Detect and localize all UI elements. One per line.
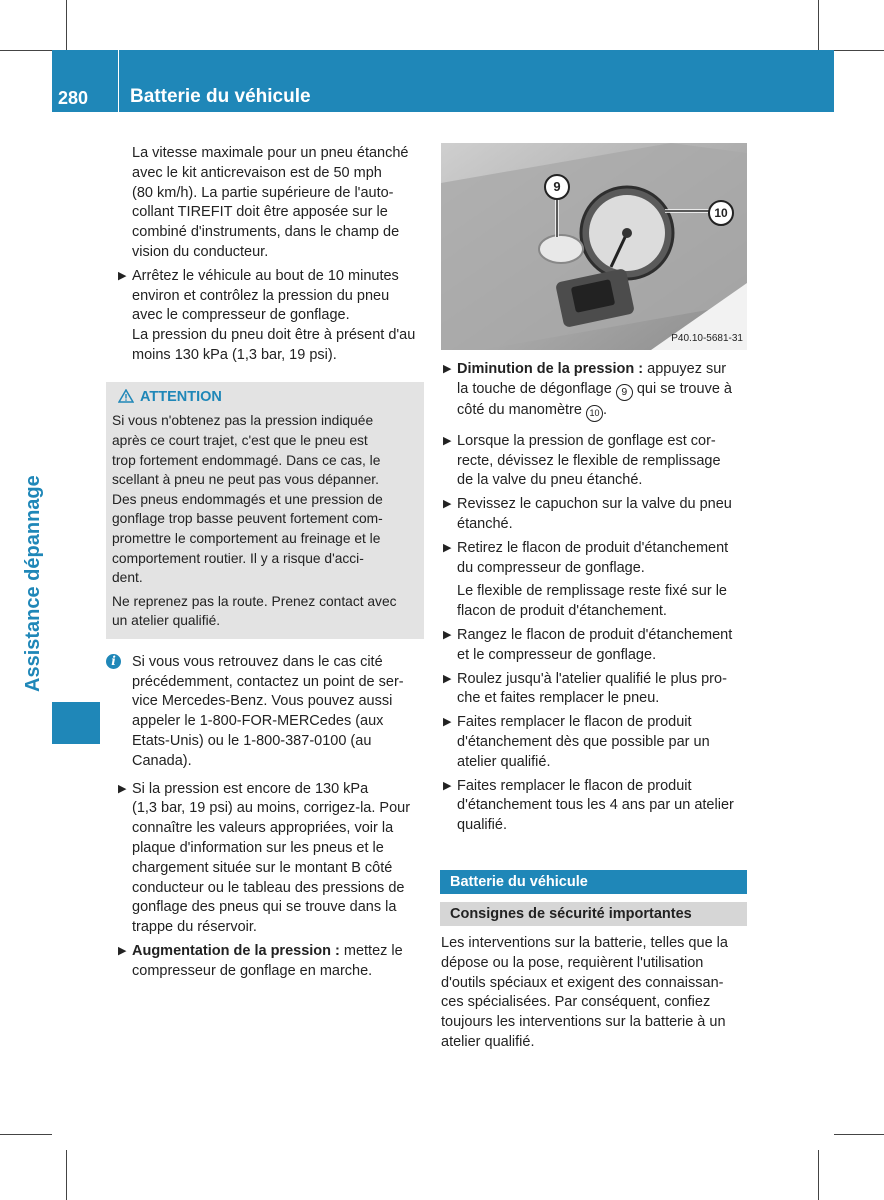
- text-line: Faites remplacer le flacon de produit: [457, 714, 692, 731]
- text-span: mettez le: [339, 943, 403, 960]
- arrow-bullet-icon: [443, 495, 451, 515]
- crop-mark: [66, 0, 67, 50]
- arrow-bullet-icon: [118, 942, 126, 962]
- text-line: connaître les valeurs appropriées, voir la: [132, 820, 394, 837]
- text-line: trop fortement endommagé. Dans ce cas, le: [112, 452, 381, 468]
- warning-heading: [112, 388, 418, 408]
- callout-ref-9: 9: [616, 384, 633, 401]
- text-line: Des pneus endommagés et une pression de: [112, 491, 383, 507]
- text-line: d'étanchement dès que possible par un: [457, 733, 710, 750]
- crop-mark: [0, 50, 52, 51]
- text-line: moins 130 kPa (1,3 bar, 19 psi).: [132, 346, 337, 363]
- text-line: Si vous n'obtenez pas la pression indiquée: [112, 413, 374, 429]
- subsection-heading: Consignes de sécurité importantes: [440, 902, 747, 926]
- text-line: promettre le comportement au freinage et le: [112, 530, 381, 546]
- text-line: qualifié.: [457, 817, 507, 834]
- text-line: environ et contrôlez la pression du pneu: [132, 287, 390, 304]
- text-line: vision du conducteur.: [132, 243, 269, 260]
- text-line: La pression du pneu doit être à présent d'au: [132, 327, 416, 344]
- crop-mark: [818, 0, 819, 50]
- text-line: après ce court trajet, c'est que le pneu est: [112, 432, 368, 448]
- text-line: collant TIREFIT doit être apposée sur le: [132, 204, 388, 221]
- right-column: [443, 360, 749, 836]
- warning-triangle-icon: [118, 389, 134, 410]
- arrow-bullet-icon: [443, 670, 451, 690]
- text-line: Roulez jusqu'à l'atelier qualifié le plus pro-: [457, 670, 727, 687]
- text-line: Lorsque la pression de gonflage est cor-: [457, 432, 716, 449]
- section-heading: Batterie du véhicule: [440, 870, 747, 894]
- text-line: conducteur ou le tableau des pressions de: [132, 879, 405, 896]
- text-line: vice Mercedes-Benz. Vous pouvez aussi: [132, 693, 393, 710]
- page-title: Batterie du véhicule: [130, 86, 311, 107]
- instruction-step: [443, 777, 749, 836]
- text-line: La vitesse maximale pour un pneu étanché: [132, 145, 409, 161]
- page-number: 280: [58, 88, 89, 108]
- compressor-photo: [441, 143, 747, 350]
- text-line: avec le kit anticrevaison est de 50 mph: [132, 164, 382, 181]
- text-span: .: [602, 401, 607, 418]
- header-divider: [118, 50, 119, 112]
- instruction-step: [443, 539, 749, 622]
- arrow-bullet-icon: [443, 777, 451, 797]
- text-line: Etats-Unis) ou le 1-800-387-0100 (au: [132, 733, 372, 750]
- arrow-bullet-icon: [443, 713, 451, 733]
- step-label: Diminution de la pression :: [457, 361, 644, 377]
- figure-code: P40.10-5681-31: [671, 333, 743, 344]
- callout-10: 10: [708, 200, 734, 226]
- page-header: [52, 50, 834, 112]
- text-line: précédemment, contactez un point de ser-: [132, 673, 404, 690]
- arrow-bullet-icon: [118, 267, 126, 287]
- text-line: compresseur de gonflage en marche.: [132, 962, 373, 979]
- text-line: Revissez le capuchon sur la valve du pneu: [457, 496, 732, 513]
- text-line: Les interventions sur la batterie, telles que la: [441, 935, 728, 951]
- text-line: étanché.: [457, 515, 513, 532]
- text-line: avec le compresseur de gonflage.: [132, 307, 350, 324]
- text-line: gonflage trop basse peuvent fortement com-: [112, 511, 383, 527]
- arrow-bullet-icon: [443, 432, 451, 452]
- arrow-bullet-icon: [118, 780, 126, 800]
- text-span: appuyez sur: [643, 361, 727, 377]
- text-line: Canada).: [132, 752, 192, 769]
- section-side-tab: Assistance dépannage: [22, 475, 44, 692]
- text-line: atelier qualifié.: [457, 753, 551, 770]
- text-line: scellant à pneu ne peut pas vous dépanner.: [112, 472, 379, 488]
- instruction-step: [443, 432, 749, 491]
- text-line: chargement située sur le montant B côté: [132, 859, 393, 876]
- text-line: ces spécialisées. Par conséquent, confiez: [441, 994, 711, 1011]
- instruction-step: [443, 626, 749, 666]
- text-span: côté du manomètre: [457, 401, 586, 418]
- text-line: appeler le 1-800-FOR-MERCedes (aux: [132, 713, 384, 730]
- text-line: Ne reprenez pas la route. Prenez contact avec: [112, 593, 397, 609]
- arrow-bullet-icon: [443, 626, 451, 646]
- text-line: et le compresseur de gonflage.: [457, 646, 657, 663]
- instruction-step: [443, 360, 749, 422]
- text-line: plaque d'information sur les pneus et le: [132, 840, 384, 857]
- text-line: dépose ou la pose, requièrent l'utilisation: [441, 954, 704, 971]
- text-line: toujours les interventions sur la batterie à un: [441, 1014, 726, 1031]
- warning-title: ATTENTION: [140, 388, 222, 405]
- instruction-step: [443, 713, 749, 772]
- side-color-strip: [52, 702, 100, 744]
- warning-box: [106, 382, 424, 639]
- section-paragraph: [441, 934, 751, 1053]
- text-line: du compresseur de gonflage.: [457, 559, 645, 576]
- text-line: Arrêtez le véhicule au bout de 10 minutes: [132, 267, 399, 284]
- text-line: d'outils spéciaux et exigent des connaissan-: [441, 974, 724, 991]
- instruction-step: [118, 267, 424, 366]
- text-line: Retirez le flacon de produit d'étanchement: [457, 539, 729, 556]
- text-line: flacon de produit d'étanchement.: [457, 603, 667, 620]
- step-label: Augmentation de la pression :: [132, 943, 340, 960]
- crop-mark: [834, 50, 884, 51]
- instruction-step: [118, 780, 424, 938]
- arrow-bullet-icon: [443, 360, 451, 380]
- text-line: recte, dévissez le flexible de remplissage: [457, 452, 721, 469]
- text-line: comportement routier. Il y a risque d'acci-: [112, 550, 364, 566]
- info-note: [111, 653, 424, 772]
- text-line: dent.: [112, 570, 143, 586]
- crop-mark: [834, 1134, 884, 1135]
- arrow-bullet-icon: [443, 539, 451, 559]
- text-line: gonflage des pneus qui se trouve dans la: [132, 899, 397, 916]
- instruction-step: [443, 670, 749, 710]
- intro-paragraph: [118, 144, 424, 263]
- callout-9: 9: [544, 174, 570, 200]
- text-line: Faites remplacer le flacon de produit: [457, 777, 692, 794]
- crop-mark: [66, 1150, 67, 1200]
- callout-ref-10: 10: [586, 405, 603, 422]
- text-line: (1,3 bar, 19 psi) au moins, corrigez-la. Pour: [132, 800, 411, 817]
- text-line: che et faites remplacer le pneu.: [457, 690, 660, 707]
- instruction-step: [443, 495, 749, 535]
- text-line: Rangez le flacon de produit d'étanchement: [457, 626, 733, 643]
- text-line: d'étanchement tous les 4 ans par un atelier: [457, 797, 734, 814]
- text-line: un atelier qualifié.: [112, 613, 221, 629]
- text-line: trappe du réservoir.: [132, 919, 257, 936]
- crop-mark: [0, 1134, 52, 1135]
- crop-mark: [818, 1150, 819, 1200]
- text-line: (80 km/h). La partie supérieure de l'auto-: [132, 184, 394, 201]
- instruction-step: [118, 942, 424, 982]
- text-line: Si la pression est encore de 130 kPa: [132, 780, 369, 797]
- info-icon: i: [106, 654, 121, 669]
- text-line: de la valve du pneu étanché.: [457, 472, 643, 489]
- text-line: combiné d'instruments, dans le champ de: [132, 224, 400, 241]
- text-line: Si vous vous retrouvez dans le cas cité: [132, 653, 383, 670]
- text-line: atelier qualifié.: [441, 1033, 535, 1050]
- left-column: [111, 144, 424, 982]
- text-span: qui se trouve à: [632, 380, 732, 397]
- text-line: Le flexible de remplissage reste fixé sur le: [457, 583, 727, 600]
- text-span: la touche de dégonflage: [457, 380, 616, 397]
